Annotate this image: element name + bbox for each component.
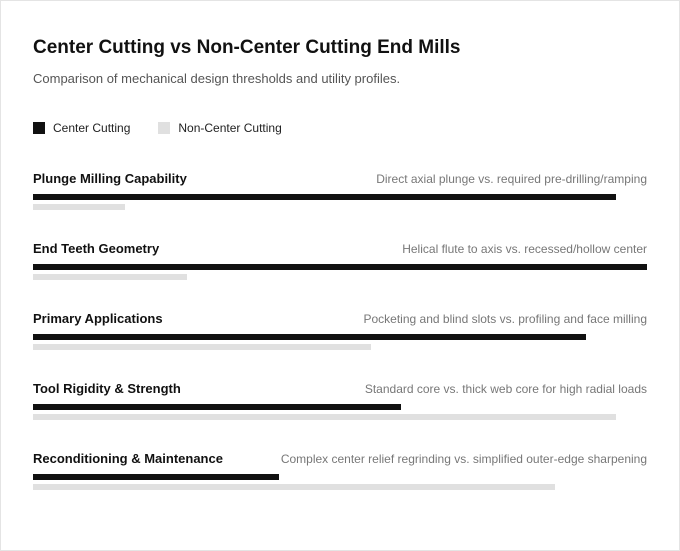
bar-center-cutting [33, 194, 616, 200]
chart-title: Center Cutting vs Non-Center Cutting End Mills [33, 37, 461, 58]
bar-rows [33, 169, 647, 519]
category-label: Tool Rigidity & Strength [33, 381, 181, 396]
category-label: Reconditioning & Maintenance [33, 451, 223, 466]
category-label: Primary Applications [33, 311, 163, 326]
category-note: Direct axial plunge vs. required pre-drilling/ramping [376, 172, 647, 186]
category-note: Pocketing and blind slots vs. profiling and face milling [363, 312, 647, 326]
bar-row [33, 309, 647, 379]
bar-non-center-cutting [33, 414, 616, 420]
bar-non-center-cutting [33, 344, 371, 350]
category-note: Helical flute to axis vs. recessed/hollow center [402, 242, 647, 256]
category-note: Standard core vs. thick web core for high radial loads [364, 382, 647, 396]
legend-swatch-center-cutting [33, 122, 45, 134]
bar-row [33, 169, 647, 239]
category-note: Complex center relief regrinding vs. simplified outer-edge sharpening [280, 452, 647, 466]
bar-row [33, 449, 647, 519]
bar-non-center-cutting [33, 484, 555, 490]
bar-center-cutting [33, 474, 279, 480]
legend-label-non-center-cutting: Non-Center Cutting [178, 121, 282, 135]
legend-item-center-cutting [33, 121, 130, 135]
bar-center-cutting [33, 404, 401, 410]
bar-center-cutting [33, 334, 586, 340]
bar-center-cutting [33, 264, 647, 270]
legend-item-non-center-cutting [158, 121, 281, 135]
legend-label-center-cutting: Center Cutting [53, 121, 131, 135]
legend-swatch-non-center-cutting [158, 122, 170, 134]
category-label: End Teeth Geometry [33, 241, 160, 256]
bar-row [33, 379, 647, 449]
category-label: Plunge Milling Capability [33, 171, 187, 186]
legend [33, 121, 310, 135]
bar-non-center-cutting [33, 274, 187, 280]
bar-non-center-cutting [33, 204, 125, 210]
bar-row [33, 239, 647, 309]
chart-subtitle: Comparison of mechanical design thresholds and utility profiles. [33, 71, 401, 86]
